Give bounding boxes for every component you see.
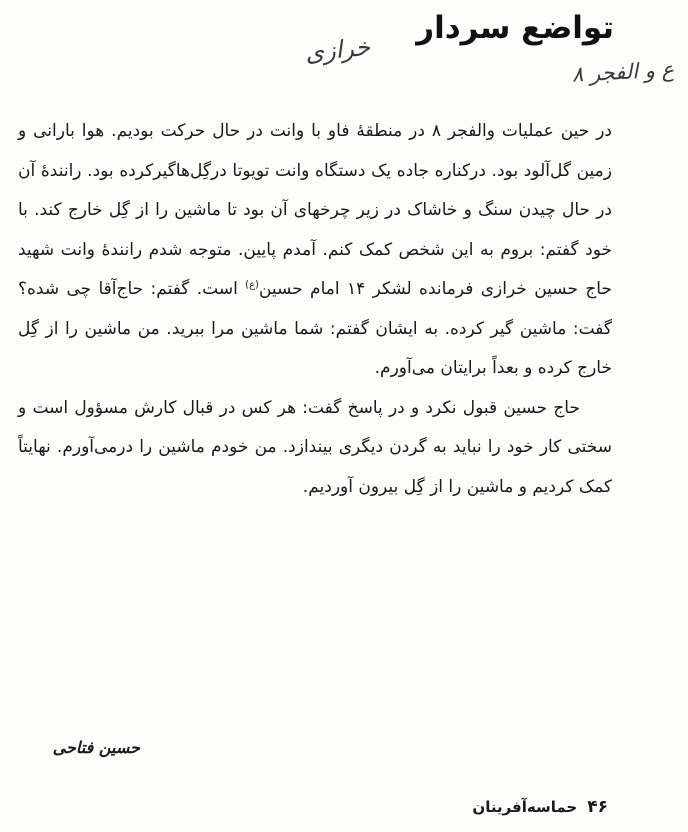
author-name: حسین فتاحی bbox=[52, 738, 140, 757]
story-body bbox=[18, 112, 612, 507]
handwritten-operation-note: ع و الفجر ۸ bbox=[571, 57, 675, 87]
paragraph-2: حاج حسین قبول نکرد و در پاسخ گفت: هر کس در قبال کارش مسؤول است و سختی کار خود را نباید به گردن دیگری بیندازد. من خودم ماشین را درمی‌آورم. نهایتاً کمک کردیم و ماشین را از گِل بیرون آوردیم. bbox=[18, 397, 612, 497]
honorific-superscript: (ع) bbox=[245, 279, 259, 291]
paragraph-1 bbox=[18, 112, 612, 389]
page-title: تواضع سردار bbox=[416, 10, 614, 46]
page-number: ۴۶ bbox=[587, 797, 608, 817]
paragraph-1-main: در حین عملیات والفجر ۸ در منطقهٔ فاو با وانت در حال حرکت بودیم. هوا بارانی و زمین گل‌آلود بود. درکناره جاده یک دستگاه وانت تویوتا درگِل‌هاگیرکرده بود. رانندهٔ آن در حال چیدن سنگ و خاشاک در زیر چرخهای آن بود تا ماشین را از گِل خارج کند. با خود گفتم: بروم به این شخص کمک کنم. آمدم پایین. متوجه شدم رانندهٔ وانت شهید حاج حسین خرازی فرمانده لشکر ۱۴ امام حسین bbox=[18, 121, 613, 299]
paragraph-1-rest: است. گفتم: حاج‌آقا چی شده؟ گفت: ماشین گیر کرده. به ایشان گفتم: شما ماشین مرا ببرید. من ماشین را از گِل خارج کرده و بعداً برایتان می‌آورم. bbox=[18, 279, 612, 378]
book-title: حماسه‌آفرینان bbox=[472, 798, 578, 816]
handwritten-name-note: خرازی bbox=[303, 32, 372, 68]
page-footer bbox=[472, 797, 608, 817]
